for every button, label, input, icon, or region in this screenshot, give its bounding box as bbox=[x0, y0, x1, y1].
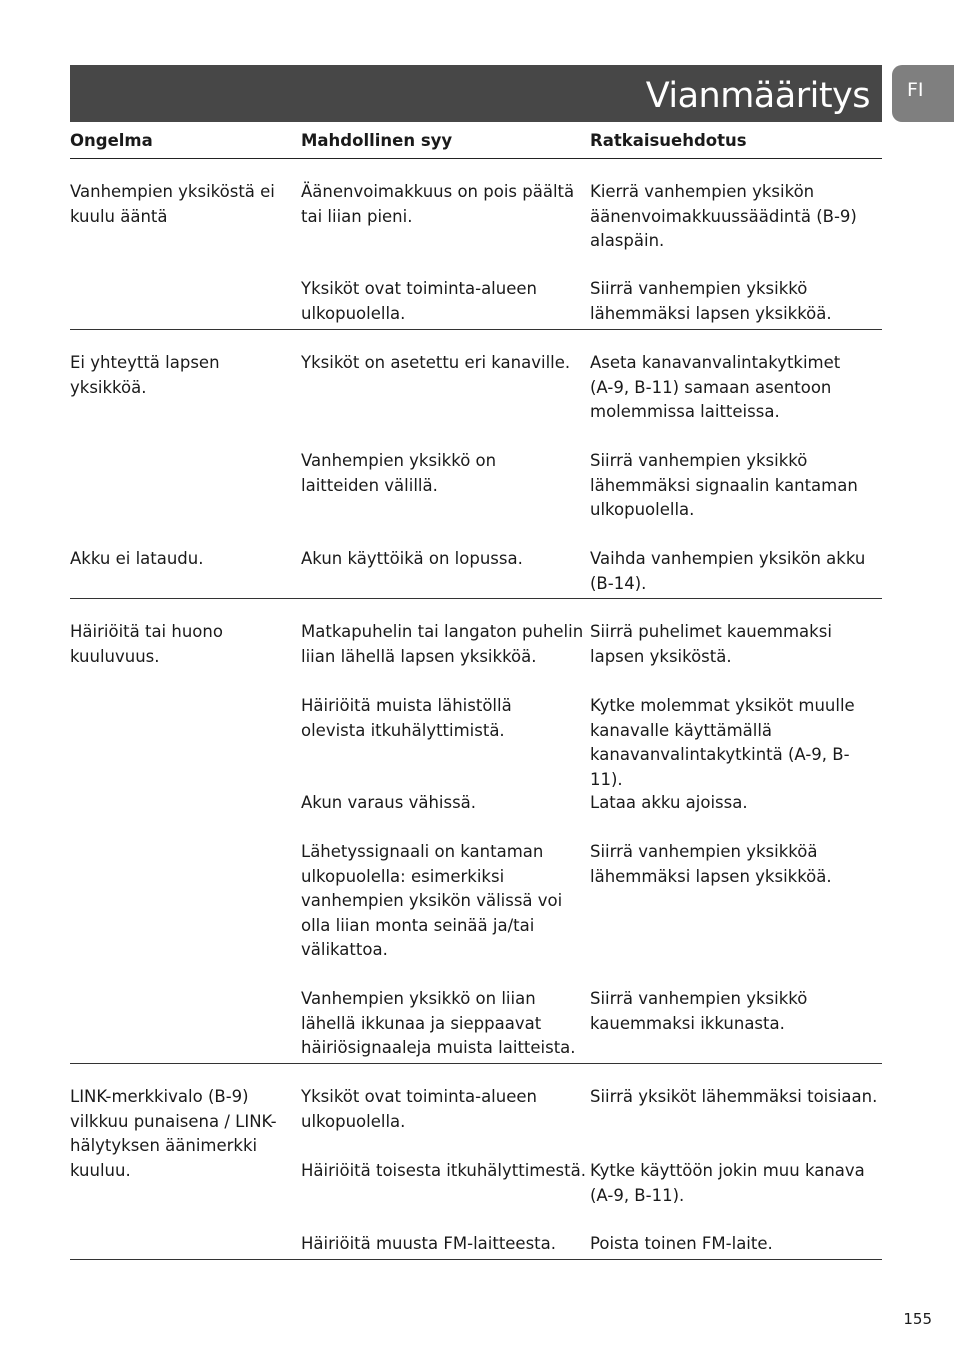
solution-cell: Poista toinen FM-laite. bbox=[590, 1234, 773, 1253]
language-tab-label: FI bbox=[907, 79, 924, 101]
solution-cell: Vaihda vanhempien yksikön akku (B-14). bbox=[590, 549, 866, 593]
table-group bbox=[70, 158, 882, 330]
cause-cell: Akun varaus vähissä. bbox=[301, 793, 477, 812]
table-group bbox=[70, 539, 882, 599]
cause-cell: Yksiköt ovat toiminta-alueen ulkopuolella. bbox=[301, 279, 537, 323]
cause-cell: Äänenvoimakkuus on pois päältä tai liian pieni. bbox=[301, 182, 575, 226]
header-problem: Ongelma bbox=[70, 131, 153, 150]
table-header bbox=[70, 131, 882, 159]
solution-cell: Siirrä vanhempien yksikkö lähemmäksi signaalin kantaman ulkopuolella. bbox=[590, 451, 858, 520]
cause-cell: Lähetyssignaali on kantaman ulkopuolella: esimerkiksi vanhempien yksikön välissä voi olla liian monta seinää ja/tai välikattoa. bbox=[301, 842, 563, 960]
table-group bbox=[70, 1063, 882, 1260]
problem-cell: Akku ei lataudu. bbox=[70, 549, 204, 568]
cause-cell: Matkapuhelin tai langaton puhelin liian lähellä lapsen yksikköä. bbox=[301, 622, 584, 666]
solution-cell: Kytke käyttöön jokin muu kanava (A-9, B-11). bbox=[590, 1161, 865, 1205]
cause-cell: Yksiköt on asetettu eri kanaville. bbox=[301, 353, 571, 372]
solution-cell: Kierrä vanhempien yksikön äänenvoimakkuussäädintä (B-9) alaspäin. bbox=[590, 182, 857, 251]
cause-cell: Häiriöitä muista lähistöllä olevista itkuhälyttimistä. bbox=[301, 696, 512, 740]
solution-cell: Siirrä vanhempien yksikköä lähemmäksi lapsen yksikköä. bbox=[590, 842, 832, 886]
table-group bbox=[70, 329, 882, 539]
page-title: Vianmääritys bbox=[645, 76, 870, 116]
cause-cell: Häiriöitä toisesta itkuhälyttimestä. bbox=[301, 1161, 586, 1180]
header-cause: Mahdollinen syy bbox=[301, 131, 453, 150]
solution-cell: Aseta kanavanvalintakytkimet (A-9, B-11) samaan asentoon molemmissa laitteissa. bbox=[590, 353, 841, 422]
cause-cell: Yksiköt ovat toiminta-alueen ulkopuolella. bbox=[301, 1087, 537, 1131]
solution-cell: Siirrä yksiköt lähemmäksi toisiaan. bbox=[590, 1087, 878, 1106]
page-number: 155 bbox=[903, 1310, 932, 1328]
problem-cell: Ei yhteyttä lapsen yksikköä. bbox=[70, 353, 220, 397]
solution-cell: Siirrä puhelimet kauemmaksi lapsen yksiköstä. bbox=[590, 622, 832, 666]
title-bar bbox=[70, 65, 882, 122]
cause-cell: Vanhempien yksikkö on laitteiden välillä. bbox=[301, 451, 497, 495]
language-tab bbox=[892, 65, 954, 122]
table-group bbox=[70, 598, 882, 1064]
problem-cell: LINK-merkkivalo (B-9) vilkkuu punaisena / LINK- hälytyksen äänimerkki kuuluu. bbox=[70, 1087, 277, 1180]
header-solution: Ratkaisuehdotus bbox=[590, 131, 747, 150]
cause-cell: Vanhempien yksikkö on liian lähellä ikkunaa ja sieppaavat häiriösignaaleja muista laitteista. bbox=[301, 989, 576, 1058]
problem-cell: Häiriöitä tai huono kuuluvuus. bbox=[70, 622, 223, 666]
solution-cell: Siirrä vanhempien yksikkö kauemmaksi ikkunasta. bbox=[590, 989, 808, 1033]
solution-cell: Siirrä vanhempien yksikkö lähemmäksi lapsen yksikköä. bbox=[590, 279, 832, 323]
cause-cell: Häiriöitä muusta FM-laitteesta. bbox=[301, 1234, 557, 1253]
cause-cell: Akun käyttöikä on lopussa. bbox=[301, 549, 523, 568]
problem-cell: Vanhempien yksiköstä ei kuulu ääntä bbox=[70, 182, 275, 226]
solution-cell: Kytke molemmat yksiköt muulle kanavalle käyttämällä kanavanvalintakytkintä (A-9, B-11). bbox=[590, 696, 855, 789]
solution-cell: Lataa akku ajoissa. bbox=[590, 793, 748, 812]
